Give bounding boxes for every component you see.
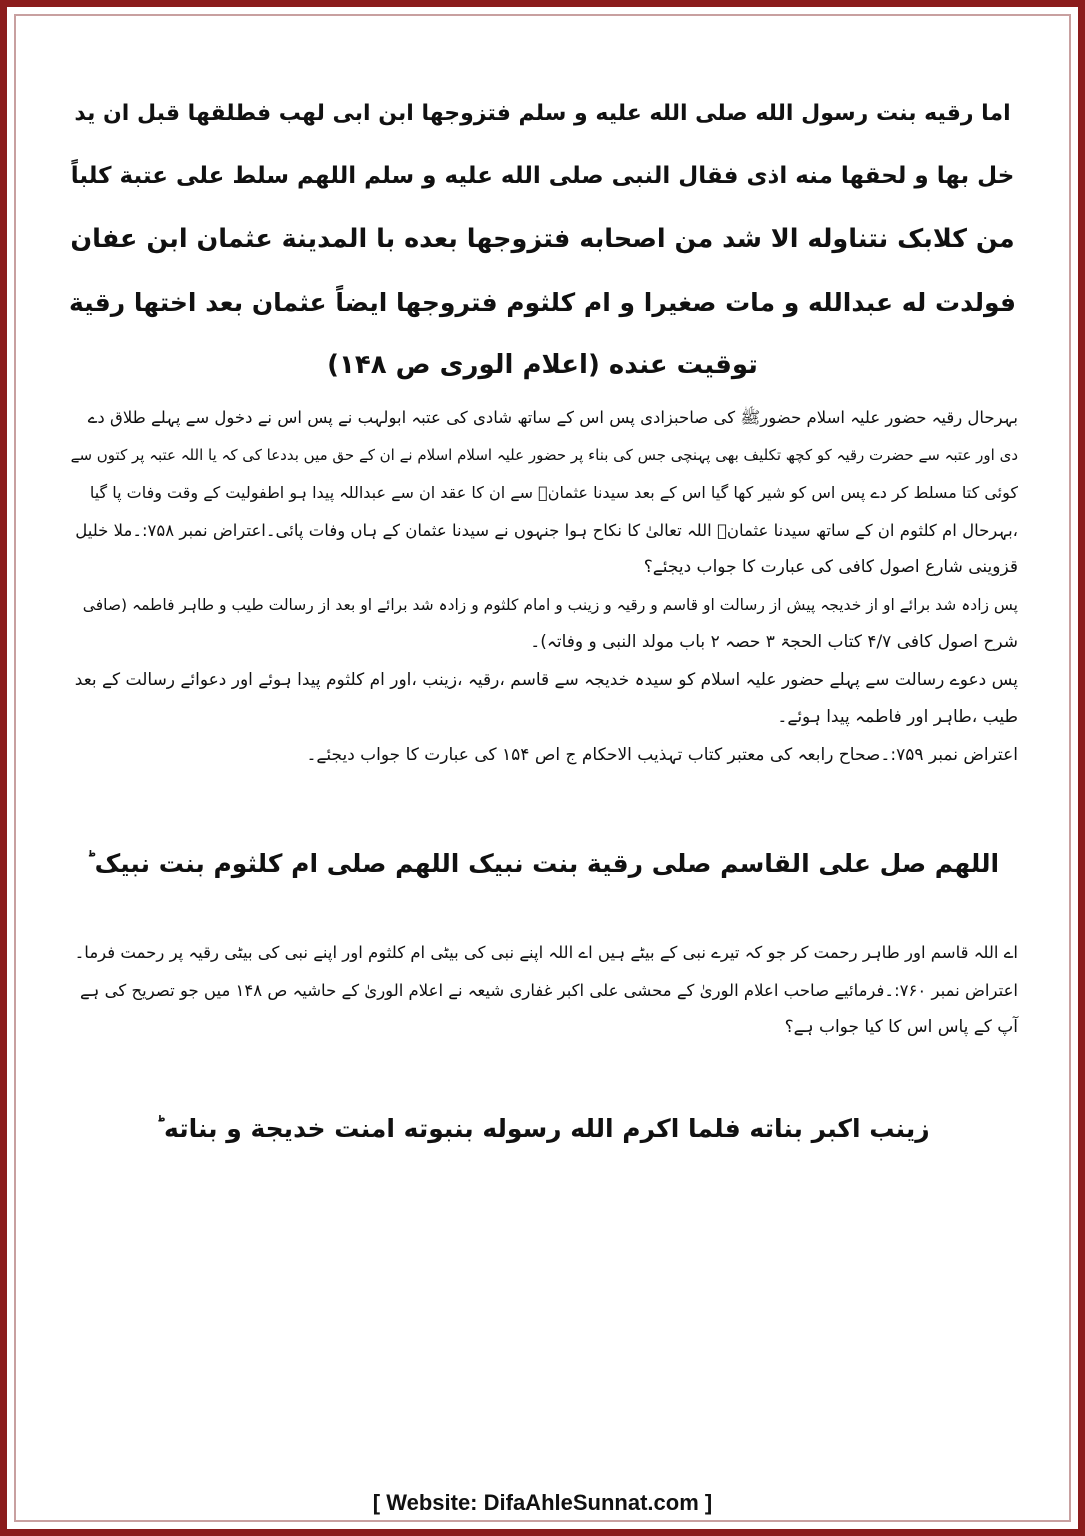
- urdu-translation: [67, 399, 1018, 587]
- quote-safi: [67, 587, 1018, 662]
- document-body: [67, 82, 1018, 1159]
- urdu-line: قزوینی شارع اصول کافی کی عبارت کا جواب دیجئے؟: [643, 557, 1018, 577]
- spacer: [67, 894, 1018, 934]
- spacer: [67, 1047, 1018, 1099]
- urdu-explanation: [67, 662, 1018, 737]
- urdu-line: ،بہرحال ام کلثوم ان کے ساتھ سیدنا عثمانؓ اللہ تعالیٰ کا نکاح ہوا جنہوں نے سیدنا عثمان کے ہاں وفات پائی۔اعتراض نمبر ۷۵۸:۔ملا خلیل: [75, 520, 1018, 540]
- urdu-line: طیب ،طاہر اور فاطمہ پیدا ہوئے۔: [777, 707, 1018, 727]
- arabic-line: اما رقیه بنت رسول الله صلی الله علیه و سلم فتزوجها ابن ابی لهب فطلقها قبل ان ید: [74, 101, 1011, 126]
- urdu-line: اعتراض نمبر ۷۶۰:۔فرمائیے صاحب اعلام الوریٰ کے محشی علی اکبر غفاری شیعہ نے اعلام الوریٰ کے حاشیہ ص ۱۴۸ میں جو تصریح کی ہے: [80, 980, 1018, 1000]
- urdu-line: آپ کے پاس اس کا کیا جواب ہے؟: [784, 1017, 1018, 1037]
- arabic-line: من کلابک نتناوله الا شد من اصحابه فتزوجها بعده با المدینة عثمان ابن عفان: [70, 224, 1015, 254]
- closing-arabic: زینب اکبر بناته فلما اکرم الله رسوله بنبوته امنت خدیجة و بناته ؕ: [155, 1113, 930, 1143]
- arabic-citation: توقیت عنده (اعلام الوری ص ۱۴۸): [327, 350, 758, 380]
- urdu-line: شرح اصول کافی ۴/۷ کتاب الحجۃ ۳ حصہ ۲ باب مولد النبی و وفاتہ)۔: [530, 632, 1018, 652]
- urdu-line: اعتراض نمبر ۷۵۹:۔صحاح رابعہ کی معتبر کتاب تہذیب الاحکام ج اص ۱۵۴ کی عبارت کا جواب دیجئے۔: [306, 744, 1018, 765]
- arabic-passage: [67, 82, 1018, 397]
- website-footer: [ Website: DifaAhleSunnat.com ]: [372, 1490, 713, 1515]
- urdu-line: پس دعوے رسالت سے پہلے حضور علیہ اسلام کو سیدہ خدیجہ سے قاسم ،رقیہ ،زینب ،اور ام کلثوم پیدا ہوئے اور دعوائے رسالت کے بعد: [74, 669, 1018, 690]
- urdu-line: دی اور عتبہ سے حضرت رقیہ کو کچھ تکلیف بھی پہنچی جس کی بناء پر حضور علیہ اسلام اسلام نے ان کے حق میں بددعا کی کہ یا اللہ عتبہ پر کتوں سے: [70, 445, 1018, 464]
- objection-759: [67, 737, 1018, 775]
- arabic-line: خل بها و لحقها منه اذی فقال النبی صلی الله علیه و سلم اللهم سلط علی عتبة کلباً: [70, 163, 1015, 189]
- spacer: [67, 774, 1018, 834]
- dua-urdu: [67, 934, 1018, 972]
- urdu-line: بہرحال رقیہ حضور علیہ اسلام حضورﷺ کی صاحبزادی پس اس کے ساتھ شادی کی عتبہ ابولہب نے پس اس نے دخول سے پہلے طلاق دے: [87, 408, 1018, 427]
- dua-arabic: اللهم صل علی القاسم صلی رقیة بنت نبیک اللهم صلی ام کلثوم بنت نبیک ؕ: [85, 849, 1000, 878]
- urdu-line: کوئی کتا مسلط کر دے پس اس کو شیر کھا گیا اس کے بعد سیدنا عثمانؓ سے ان کا عقد ان سے عبداللہ پیدا ہو اطفولیت کے وقت وفات پا گیا: [89, 483, 1018, 502]
- objection-760: [67, 972, 1018, 1047]
- arabic-line: فولدت له عبدالله و مات صغیرا و ام کلثوم فتروجها ایضاً عثمان بعد اختها رقیة: [68, 288, 1016, 317]
- urdu-line: پس زادہ شد برائے او از خدیجہ پیش از رسالت او قاسم و رقیہ و زینب و امام کلثوم و زادہ شد برائے او بعد از رسالت طیب و طاہر فاطمہ (صافی: [82, 595, 1018, 614]
- urdu-line: اے اللہ قاسم اور طاہر رحمت کر جو کہ تیرے نبی کے بیٹے ہیں اے اللہ اپنے نبی کی بیٹی ام کلثوم اور اپنے نبی کی بیٹی رقیہ پر رحمت فرما۔: [74, 943, 1018, 962]
